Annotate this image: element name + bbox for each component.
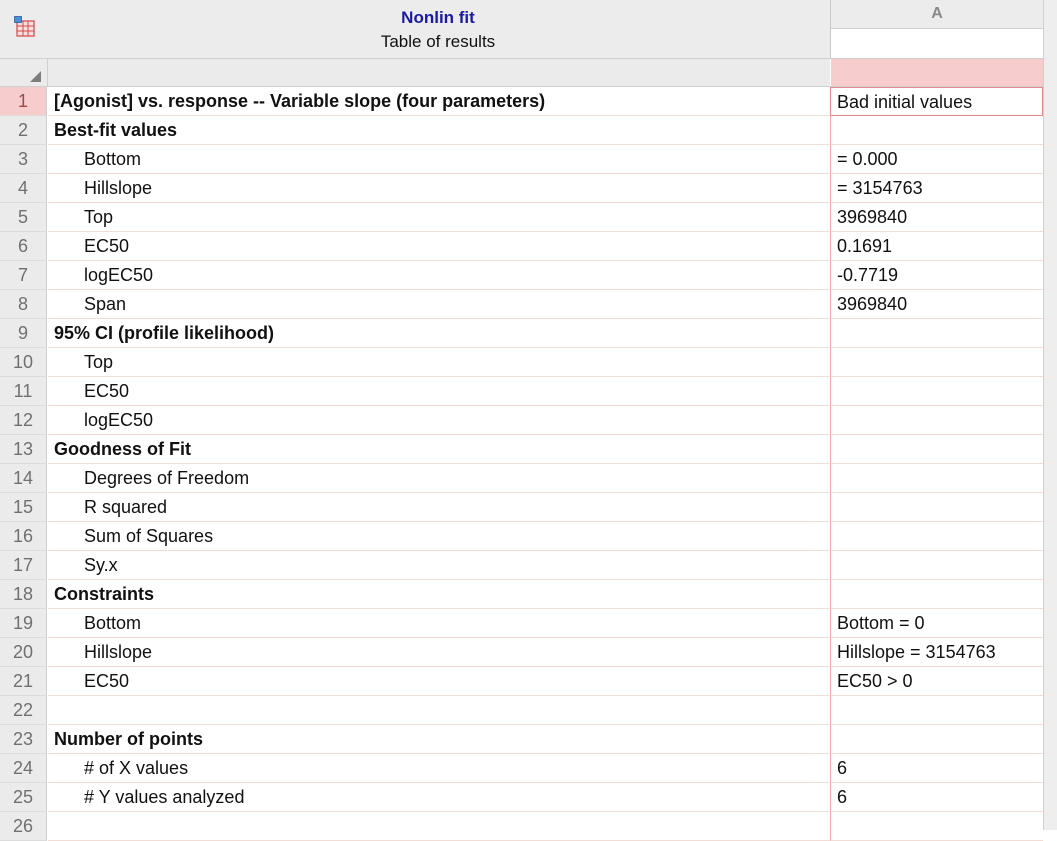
value-cell-a[interactable]: = 0.000	[830, 145, 1043, 174]
value-cell-a[interactable]: 3969840	[830, 203, 1043, 232]
value-cell-a[interactable]	[830, 812, 1043, 841]
value-cell-a[interactable]	[830, 377, 1043, 406]
row-number[interactable]: 2	[0, 116, 47, 145]
row-number[interactable]: 4	[0, 174, 47, 203]
table-row	[0, 87, 1043, 116]
value-cell-a[interactable]: = 3154763	[830, 174, 1043, 203]
value-cell-a[interactable]	[830, 406, 1043, 435]
row-number[interactable]: 22	[0, 696, 47, 725]
row-label-cell[interactable]: logEC50	[48, 261, 830, 290]
row-label-cell[interactable]: R squared	[48, 493, 830, 522]
value-cell-a[interactable]	[830, 435, 1043, 464]
value-cell-a[interactable]: 0.1691	[830, 232, 1043, 261]
row-number[interactable]: 10	[0, 348, 47, 377]
row-number[interactable]: 8	[0, 290, 47, 319]
value-cell-a[interactable]: EC50 > 0	[830, 667, 1043, 696]
table-row	[0, 638, 1043, 667]
table-row	[0, 145, 1043, 174]
table-row	[0, 667, 1043, 696]
row-number[interactable]: 7	[0, 261, 47, 290]
table-row	[0, 319, 1043, 348]
table-row	[0, 116, 1043, 145]
table-row	[0, 754, 1043, 783]
subcolumn-a-cell[interactable]	[831, 59, 1043, 86]
value-cell-a[interactable]	[830, 580, 1043, 609]
value-cell-a[interactable]: Bottom = 0	[830, 609, 1043, 638]
table-row	[0, 696, 1043, 725]
value-cell-a[interactable]	[830, 522, 1043, 551]
row-number[interactable]: 13	[0, 435, 47, 464]
table-row	[0, 522, 1043, 551]
value-cell-a[interactable]	[830, 319, 1043, 348]
table-row	[0, 203, 1043, 232]
section-label-cell[interactable]: Number of points	[48, 725, 830, 754]
section-label-cell[interactable]: [Agonist] vs. response -- Variable slope (four parameters)	[48, 87, 830, 116]
row-number[interactable]: 6	[0, 232, 47, 261]
table-row	[0, 551, 1043, 580]
row-label-cell[interactable]: EC50	[48, 377, 830, 406]
page-subtitle: Table of results	[380, 32, 496, 51]
row-number[interactable]: 14	[0, 464, 47, 493]
table-row	[0, 725, 1043, 754]
column-title-cell[interactable]	[831, 29, 1043, 58]
table-row	[0, 812, 1043, 841]
table-row	[0, 783, 1043, 812]
table-row	[0, 435, 1043, 464]
table-row	[0, 261, 1043, 290]
row-number[interactable]: 23	[0, 725, 47, 754]
table-row	[0, 580, 1043, 609]
table-row	[0, 348, 1043, 377]
value-cell-a[interactable]: 3969840	[830, 290, 1043, 319]
value-cell-a[interactable]: Bad initial values	[830, 87, 1043, 116]
page-title: Nonlin fit	[401, 8, 475, 27]
row-number[interactable]: 5	[0, 203, 47, 232]
section-label-cell[interactable]: 95% CI (profile likelihood)	[48, 319, 830, 348]
row-number[interactable]: 1	[0, 87, 47, 116]
row-label-cell[interactable]: Sy.x	[48, 551, 830, 580]
vertical-scrollbar[interactable]	[1043, 0, 1057, 830]
value-cell-a[interactable]: 6	[830, 754, 1043, 783]
table-icon[interactable]	[14, 16, 36, 38]
subcolumn-header-row	[0, 58, 1043, 87]
value-cell-a[interactable]	[830, 551, 1043, 580]
value-cell-a[interactable]	[830, 116, 1043, 145]
row-label-cell[interactable]: EC50	[48, 667, 830, 696]
row-number[interactable]: 3	[0, 145, 47, 174]
row-number[interactable]: 19	[0, 609, 47, 638]
row-label-cell[interactable]: Top	[48, 203, 830, 232]
row-label-cell[interactable]: Span	[48, 290, 830, 319]
row-label-cell[interactable]: Degrees of Freedom	[48, 464, 830, 493]
section-label-cell[interactable]: Best-fit values	[48, 116, 830, 145]
table-row	[0, 174, 1043, 203]
section-label-cell[interactable]: Goodness of Fit	[48, 435, 830, 464]
row-label-cell[interactable]: # Y values analyzed	[48, 783, 830, 812]
row-label-cell[interactable]: logEC50	[48, 406, 830, 435]
value-cell-a[interactable]: Hillslope = 3154763	[830, 638, 1043, 667]
row-label-cell[interactable]: Sum of Squares	[48, 522, 830, 551]
table-row	[0, 377, 1043, 406]
section-label-cell[interactable]: Constraints	[48, 580, 830, 609]
subcolumn-label-cell	[48, 59, 830, 86]
value-cell-a[interactable]: -0.7719	[830, 261, 1043, 290]
select-all-corner[interactable]	[0, 59, 48, 86]
row-label-cell[interactable]: EC50	[48, 232, 830, 261]
row-label-cell[interactable]: # of X values	[48, 754, 830, 783]
value-cell-a[interactable]	[830, 493, 1043, 522]
column-header-a[interactable]: A	[831, 0, 1043, 29]
row-number[interactable]: 26	[0, 812, 47, 841]
table-row	[0, 609, 1043, 638]
row-label-cell[interactable]: Bottom	[48, 609, 830, 638]
row-number[interactable]: 12	[0, 406, 47, 435]
table-row	[0, 290, 1043, 319]
table-row	[0, 464, 1043, 493]
row-label-cell[interactable]	[48, 696, 830, 725]
table-row	[0, 232, 1043, 261]
table-row	[0, 493, 1043, 522]
row-number[interactable]: 16	[0, 522, 47, 551]
value-cell-a[interactable]	[830, 725, 1043, 754]
corner-triangle-icon	[30, 71, 41, 82]
row-number[interactable]: 9	[0, 319, 47, 348]
row-label-cell[interactable]: Top	[48, 348, 830, 377]
value-cell-a[interactable]	[830, 696, 1043, 725]
row-number[interactable]: 15	[0, 493, 47, 522]
table-row	[0, 406, 1043, 435]
value-cell-a[interactable]	[830, 464, 1043, 493]
value-cell-a[interactable]	[830, 348, 1043, 377]
row-label-cell[interactable]: Hillslope	[48, 174, 830, 203]
results-header	[0, 0, 831, 58]
row-number[interactable]: 21	[0, 667, 47, 696]
row-label-cell[interactable]: Hillslope	[48, 638, 830, 667]
row-number[interactable]: 17	[0, 551, 47, 580]
row-number[interactable]: 11	[0, 377, 47, 406]
value-cell-a[interactable]: 6	[830, 783, 1043, 812]
row-number[interactable]: 20	[0, 638, 47, 667]
row-label-cell[interactable]	[48, 812, 830, 841]
row-number[interactable]: 18	[0, 580, 47, 609]
row-number[interactable]: 24	[0, 754, 47, 783]
row-number[interactable]: 25	[0, 783, 47, 812]
row-label-cell[interactable]: Bottom	[48, 145, 830, 174]
